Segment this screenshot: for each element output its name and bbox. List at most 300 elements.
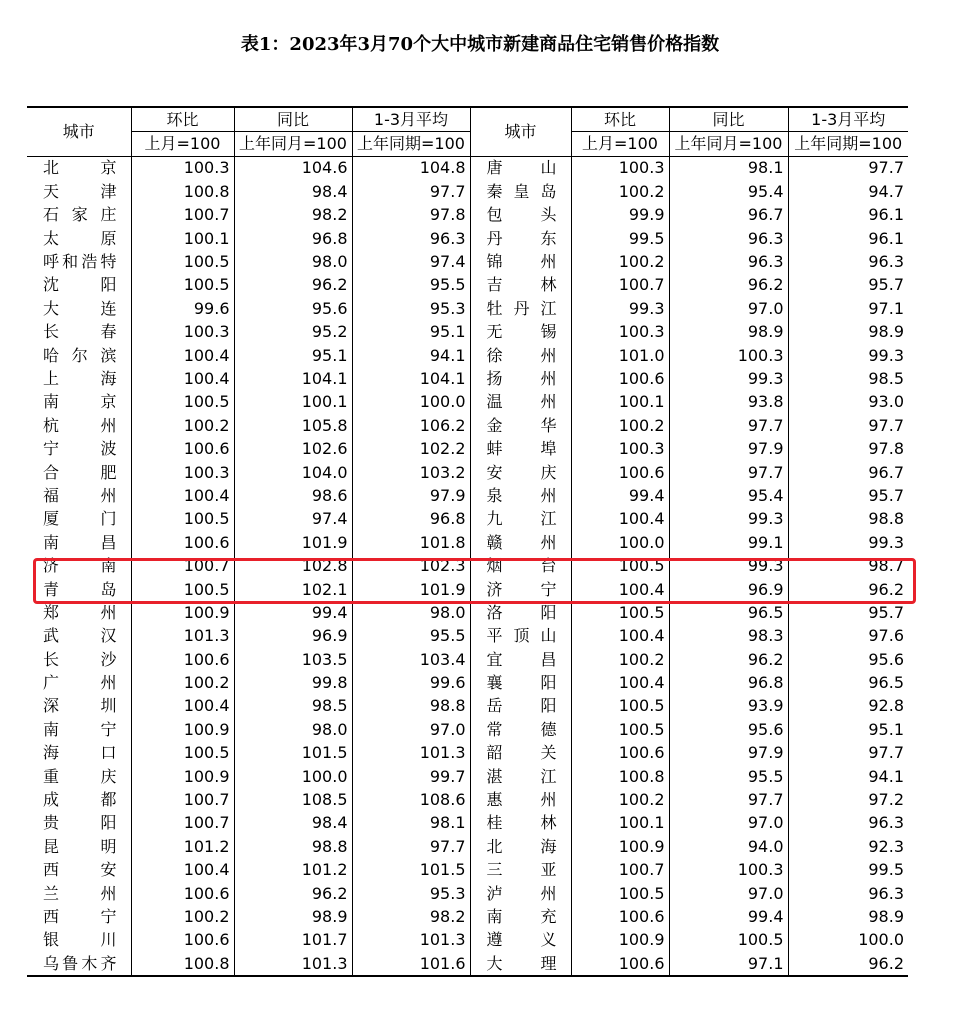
yoy-value: 97.7	[669, 788, 788, 811]
table-row	[27, 625, 908, 648]
table-row	[27, 952, 908, 976]
mom-value: 100.8	[571, 765, 669, 788]
mom-value: 100.5	[131, 274, 234, 297]
city-cell: 大理	[470, 952, 571, 976]
mom-value: 100.5	[571, 718, 669, 741]
city-cell: 太原	[43, 228, 117, 248]
avg-value: 108.6	[352, 788, 470, 811]
table-row	[27, 742, 908, 765]
mom-value: 100.6	[131, 648, 234, 671]
mom-value: 100.9	[131, 601, 234, 624]
mom-value: 100.6	[571, 367, 669, 390]
table-row	[27, 601, 908, 624]
avg-value: 101.8	[352, 531, 470, 554]
city-cell: 遵义	[470, 929, 571, 952]
yoy-value: 95.6	[234, 297, 352, 320]
yoy-column-header: 同比	[234, 107, 352, 132]
mom-value: 100.7	[571, 859, 669, 882]
mom-value: 99.4	[571, 484, 669, 507]
city-cell: 武汉	[43, 626, 117, 646]
mom-base-header: 上月=100	[571, 132, 669, 156]
avg-value: 99.3	[788, 344, 908, 367]
city-cell: 北海	[470, 835, 571, 858]
yoy-value: 99.1	[669, 531, 788, 554]
avg-value: 94.1	[352, 344, 470, 367]
yoy-value: 95.6	[669, 718, 788, 741]
mom-value: 100.5	[131, 391, 234, 414]
avg-value: 92.3	[788, 835, 908, 858]
avg-value: 97.7	[788, 156, 908, 180]
yoy-value: 104.0	[234, 461, 352, 484]
city-cell: 昆明	[43, 836, 117, 856]
mom-value: 99.3	[571, 297, 669, 320]
avg-base-header: 上年同期=100	[788, 132, 908, 156]
yoy-column-header: 同比	[669, 107, 788, 132]
mom-value: 100.4	[571, 625, 669, 648]
yoy-value: 101.9	[234, 531, 352, 554]
table-row	[27, 180, 908, 203]
mom-value: 100.7	[131, 204, 234, 227]
avg-value: 96.1	[788, 227, 908, 250]
mom-value: 99.9	[571, 204, 669, 227]
mom-value: 100.7	[131, 788, 234, 811]
yoy-value: 95.1	[234, 344, 352, 367]
yoy-value: 99.3	[669, 367, 788, 390]
yoy-value: 93.9	[669, 695, 788, 718]
avg-value: 99.7	[352, 765, 470, 788]
avg-value: 98.8	[788, 508, 908, 531]
mom-value: 100.6	[131, 882, 234, 905]
avg-value: 96.3	[788, 882, 908, 905]
avg-value: 95.7	[788, 274, 908, 297]
table-row	[27, 531, 908, 554]
mom-value: 101.2	[131, 835, 234, 858]
avg-value: 104.8	[352, 156, 470, 180]
avg-value: 96.3	[788, 250, 908, 273]
avg-value: 101.5	[352, 859, 470, 882]
page-title: 表1：2023年3月70个大中城市新建商品住宅销售价格指数	[240, 34, 720, 55]
avg-value: 98.5	[788, 367, 908, 390]
mom-value: 100.4	[131, 484, 234, 507]
city-cell: 成都	[43, 790, 117, 810]
city-cell: 湛江	[470, 765, 571, 788]
city-cell: 北京	[43, 158, 117, 178]
city-cell: 杭州	[43, 415, 117, 435]
avg-value: 98.2	[352, 905, 470, 928]
table-row	[27, 414, 908, 437]
avg-value: 99.5	[788, 859, 908, 882]
mom-value: 100.3	[571, 437, 669, 460]
city-cell: 合肥	[43, 462, 117, 482]
mom-value: 100.7	[131, 812, 234, 835]
avg-value: 103.2	[352, 461, 470, 484]
city-cell: 银川	[43, 930, 117, 950]
mom-value: 100.8	[131, 180, 234, 203]
yoy-value: 100.0	[234, 765, 352, 788]
table-row	[27, 344, 908, 367]
mom-value: 100.5	[131, 250, 234, 273]
yoy-value: 108.5	[234, 788, 352, 811]
city-cell: 三亚	[470, 859, 571, 882]
table-row	[27, 321, 908, 344]
yoy-value: 98.8	[234, 835, 352, 858]
city-cell: 长春	[43, 322, 117, 342]
table-row	[27, 227, 908, 250]
yoy-value: 100.3	[669, 859, 788, 882]
mom-value: 100.1	[571, 812, 669, 835]
city-cell: 惠州	[470, 788, 571, 811]
yoy-value: 100.3	[669, 344, 788, 367]
yoy-value: 98.4	[234, 180, 352, 203]
yoy-value: 97.0	[669, 882, 788, 905]
city-cell: 桂林	[470, 812, 571, 835]
yoy-value: 98.1	[669, 156, 788, 180]
city-cell: 烟台	[470, 554, 571, 577]
table-row	[27, 718, 908, 741]
avg-value: 100.0	[352, 391, 470, 414]
mom-value: 100.0	[571, 531, 669, 554]
avg-value: 97.8	[352, 204, 470, 227]
avg-base-header: 上年同期=100	[352, 132, 470, 156]
city-cell: 济宁	[470, 578, 571, 601]
mom-value: 100.3	[131, 461, 234, 484]
avg-value: 97.2	[788, 788, 908, 811]
table-row	[27, 929, 908, 952]
yoy-value: 97.7	[669, 461, 788, 484]
mom-value: 100.2	[571, 414, 669, 437]
city-cell: 常德	[470, 718, 571, 741]
avg-value: 98.8	[352, 695, 470, 718]
table-row	[27, 765, 908, 788]
mom-value: 100.5	[571, 695, 669, 718]
yoy-value: 97.9	[669, 437, 788, 460]
avg-value: 95.1	[788, 718, 908, 741]
yoy-value: 93.8	[669, 391, 788, 414]
yoy-value: 96.3	[669, 250, 788, 273]
table-row	[27, 882, 908, 905]
city-cell: 上海	[43, 368, 117, 388]
price-index-table	[27, 106, 908, 977]
avg-value: 97.7	[352, 180, 470, 203]
city-cell: 深圳	[43, 696, 117, 716]
table-row	[27, 835, 908, 858]
table-row	[27, 367, 908, 390]
yoy-value: 95.4	[669, 484, 788, 507]
mom-column-header: 环比	[571, 107, 669, 132]
yoy-value: 96.8	[669, 671, 788, 694]
yoy-value: 95.2	[234, 321, 352, 344]
mom-value: 100.3	[571, 156, 669, 180]
table-row	[27, 648, 908, 671]
table-row	[27, 204, 908, 227]
avg-value: 96.2	[788, 578, 908, 601]
mom-value: 100.2	[131, 905, 234, 928]
yoy-base-header: 上年同月=100	[669, 132, 788, 156]
city-cell: 赣州	[470, 531, 571, 554]
avg-value: 98.0	[352, 601, 470, 624]
city-cell: 南京	[43, 392, 117, 412]
avg-value: 97.9	[352, 484, 470, 507]
city-cell: 洛阳	[470, 601, 571, 624]
yoy-value: 98.4	[234, 812, 352, 835]
mom-value: 100.6	[131, 531, 234, 554]
city-cell: 西宁	[43, 906, 117, 926]
city-cell: 长沙	[43, 649, 117, 669]
avg-value: 101.3	[352, 929, 470, 952]
city-cell: 无锡	[470, 321, 571, 344]
avg-value: 96.7	[788, 461, 908, 484]
yoy-value: 95.5	[669, 765, 788, 788]
yoy-value: 94.0	[669, 835, 788, 858]
mom-value: 101.3	[131, 625, 234, 648]
city-cell: 锦州	[470, 250, 571, 273]
city-cell: 厦门	[43, 509, 117, 529]
mom-value: 100.2	[131, 414, 234, 437]
city-cell: 宁波	[43, 439, 117, 459]
mom-value: 100.1	[131, 227, 234, 250]
yoy-value: 97.1	[669, 952, 788, 976]
city-cell: 贵阳	[43, 813, 117, 833]
yoy-value: 96.2	[234, 882, 352, 905]
city-cell: 岳阳	[470, 695, 571, 718]
mom-value: 100.9	[571, 835, 669, 858]
mom-value: 100.9	[131, 765, 234, 788]
city-cell: 襄阳	[470, 671, 571, 694]
yoy-value: 102.1	[234, 578, 352, 601]
city-cell: 广州	[43, 673, 117, 693]
city-cell: 吉林	[470, 274, 571, 297]
city-cell: 九江	[470, 508, 571, 531]
yoy-value: 101.7	[234, 929, 352, 952]
city-cell: 宜昌	[470, 648, 571, 671]
yoy-value: 99.4	[669, 905, 788, 928]
city-cell: 呼和浩特	[43, 252, 117, 272]
avg-value: 102.3	[352, 554, 470, 577]
mom-value: 100.8	[131, 952, 234, 976]
yoy-value: 98.2	[234, 204, 352, 227]
yoy-value: 100.1	[234, 391, 352, 414]
yoy-value: 98.6	[234, 484, 352, 507]
avg-value: 96.3	[788, 812, 908, 835]
mom-value: 100.3	[571, 321, 669, 344]
table-row	[27, 508, 908, 531]
table-row	[27, 671, 908, 694]
city-cell: 西安	[43, 860, 117, 880]
city-column-header: 城市	[62, 121, 95, 141]
yoy-value: 99.4	[234, 601, 352, 624]
city-cell: 牡丹江	[470, 297, 571, 320]
avg-column-header: 1-3月平均	[352, 107, 470, 132]
city-cell: 青岛	[43, 579, 117, 599]
mom-value: 100.5	[571, 601, 669, 624]
city-cell: 天津	[43, 181, 117, 201]
avg-value: 99.6	[352, 671, 470, 694]
avg-value: 96.5	[788, 671, 908, 694]
yoy-value: 96.8	[234, 227, 352, 250]
city-cell: 包头	[470, 204, 571, 227]
yoy-value: 98.3	[669, 625, 788, 648]
avg-value: 95.5	[352, 274, 470, 297]
yoy-value: 99.3	[669, 554, 788, 577]
avg-value: 95.7	[788, 484, 908, 507]
city-cell: 泉州	[470, 484, 571, 507]
avg-value: 97.6	[788, 625, 908, 648]
avg-value: 95.3	[352, 297, 470, 320]
yoy-value: 98.0	[234, 250, 352, 273]
avg-value: 97.7	[788, 742, 908, 765]
avg-value: 98.9	[788, 905, 908, 928]
mom-value: 100.6	[571, 461, 669, 484]
mom-value: 99.5	[571, 227, 669, 250]
yoy-value: 96.9	[234, 625, 352, 648]
avg-value: 92.8	[788, 695, 908, 718]
mom-value: 100.5	[571, 554, 669, 577]
avg-value: 97.7	[788, 414, 908, 437]
mom-value: 100.2	[131, 671, 234, 694]
table-row	[27, 812, 908, 835]
table-row	[27, 156, 908, 180]
city-cell: 重庆	[43, 766, 117, 786]
avg-value: 93.0	[788, 391, 908, 414]
avg-value: 95.1	[352, 321, 470, 344]
avg-value: 96.8	[352, 508, 470, 531]
avg-value: 102.2	[352, 437, 470, 460]
mom-column-header: 环比	[131, 107, 234, 132]
city-cell: 唐山	[470, 156, 571, 180]
avg-value: 99.3	[788, 531, 908, 554]
city-cell: 金华	[470, 414, 571, 437]
mom-value: 100.4	[571, 671, 669, 694]
mom-value: 100.4	[131, 695, 234, 718]
yoy-value: 96.2	[669, 648, 788, 671]
avg-value: 104.1	[352, 367, 470, 390]
mom-value: 100.2	[571, 180, 669, 203]
yoy-value: 105.8	[234, 414, 352, 437]
table-row	[27, 391, 908, 414]
avg-value: 94.7	[788, 180, 908, 203]
yoy-value: 99.8	[234, 671, 352, 694]
avg-value: 96.3	[352, 227, 470, 250]
mom-value: 100.2	[571, 250, 669, 273]
yoy-value: 101.5	[234, 742, 352, 765]
avg-value: 98.9	[788, 321, 908, 344]
yoy-value: 101.2	[234, 859, 352, 882]
city-cell: 哈尔滨	[43, 345, 117, 365]
yoy-value: 96.9	[669, 578, 788, 601]
mom-value: 100.3	[131, 321, 234, 344]
mom-value: 100.6	[131, 929, 234, 952]
avg-value: 95.3	[352, 882, 470, 905]
table-row	[27, 578, 908, 601]
mom-value: 100.9	[571, 929, 669, 952]
city-column-header: 城市	[470, 107, 571, 156]
mom-value: 100.6	[571, 905, 669, 928]
yoy-value: 95.4	[669, 180, 788, 203]
city-cell: 蚌埠	[470, 437, 571, 460]
city-cell: 韶关	[470, 742, 571, 765]
table-row	[27, 859, 908, 882]
table-row	[27, 437, 908, 460]
city-cell: 福州	[43, 485, 117, 505]
avg-value: 97.8	[788, 437, 908, 460]
yoy-value: 102.6	[234, 437, 352, 460]
city-cell: 郑州	[43, 602, 117, 622]
avg-value: 97.1	[788, 297, 908, 320]
city-cell: 沈阳	[43, 275, 117, 295]
mom-value: 100.4	[131, 859, 234, 882]
yoy-value: 98.9	[234, 905, 352, 928]
avg-value: 100.0	[788, 929, 908, 952]
yoy-value: 98.5	[234, 695, 352, 718]
mom-value: 100.7	[131, 554, 234, 577]
yoy-value: 104.1	[234, 367, 352, 390]
avg-value: 101.9	[352, 578, 470, 601]
avg-value: 98.7	[788, 554, 908, 577]
city-cell: 丹东	[470, 227, 571, 250]
city-cell: 平顶山	[470, 625, 571, 648]
city-cell: 秦皇岛	[470, 180, 571, 203]
avg-value: 98.1	[352, 812, 470, 835]
yoy-value: 103.5	[234, 648, 352, 671]
yoy-value: 100.5	[669, 929, 788, 952]
yoy-value: 101.3	[234, 952, 352, 976]
yoy-value: 97.0	[669, 297, 788, 320]
avg-column-header: 1-3月平均	[788, 107, 908, 132]
mom-value: 99.6	[131, 297, 234, 320]
mom-value: 100.4	[131, 367, 234, 390]
yoy-value: 99.3	[669, 508, 788, 531]
city-cell: 温州	[470, 391, 571, 414]
mom-value: 100.4	[571, 508, 669, 531]
avg-value: 95.5	[352, 625, 470, 648]
mom-value: 100.1	[571, 391, 669, 414]
yoy-value: 96.5	[669, 601, 788, 624]
city-cell: 徐州	[470, 344, 571, 367]
mom-value: 100.6	[571, 742, 669, 765]
mom-value: 101.0	[571, 344, 669, 367]
yoy-value: 96.2	[669, 274, 788, 297]
mom-value: 100.5	[571, 882, 669, 905]
yoy-value: 96.2	[234, 274, 352, 297]
avg-value: 97.0	[352, 718, 470, 741]
avg-value: 101.3	[352, 742, 470, 765]
mom-value: 100.5	[131, 508, 234, 531]
mom-value: 100.2	[571, 788, 669, 811]
table-body	[27, 156, 908, 976]
mom-value: 100.9	[131, 718, 234, 741]
table-row	[27, 461, 908, 484]
mom-value: 100.7	[571, 274, 669, 297]
avg-value: 94.1	[788, 765, 908, 788]
city-cell: 济南	[43, 556, 117, 576]
mom-base-header: 上月=100	[131, 132, 234, 156]
city-cell: 安庆	[470, 461, 571, 484]
mom-value: 100.4	[131, 344, 234, 367]
avg-value: 96.1	[788, 204, 908, 227]
yoy-value: 97.0	[669, 812, 788, 835]
table-row	[27, 554, 908, 577]
avg-value: 95.6	[788, 648, 908, 671]
yoy-value: 97.9	[669, 742, 788, 765]
table-row	[27, 788, 908, 811]
table-row	[27, 297, 908, 320]
yoy-value: 98.0	[234, 718, 352, 741]
yoy-value: 104.6	[234, 156, 352, 180]
table-row	[27, 250, 908, 273]
avg-value: 97.7	[352, 835, 470, 858]
city-cell: 海口	[43, 743, 117, 763]
city-cell: 乌鲁木齐	[43, 953, 117, 973]
